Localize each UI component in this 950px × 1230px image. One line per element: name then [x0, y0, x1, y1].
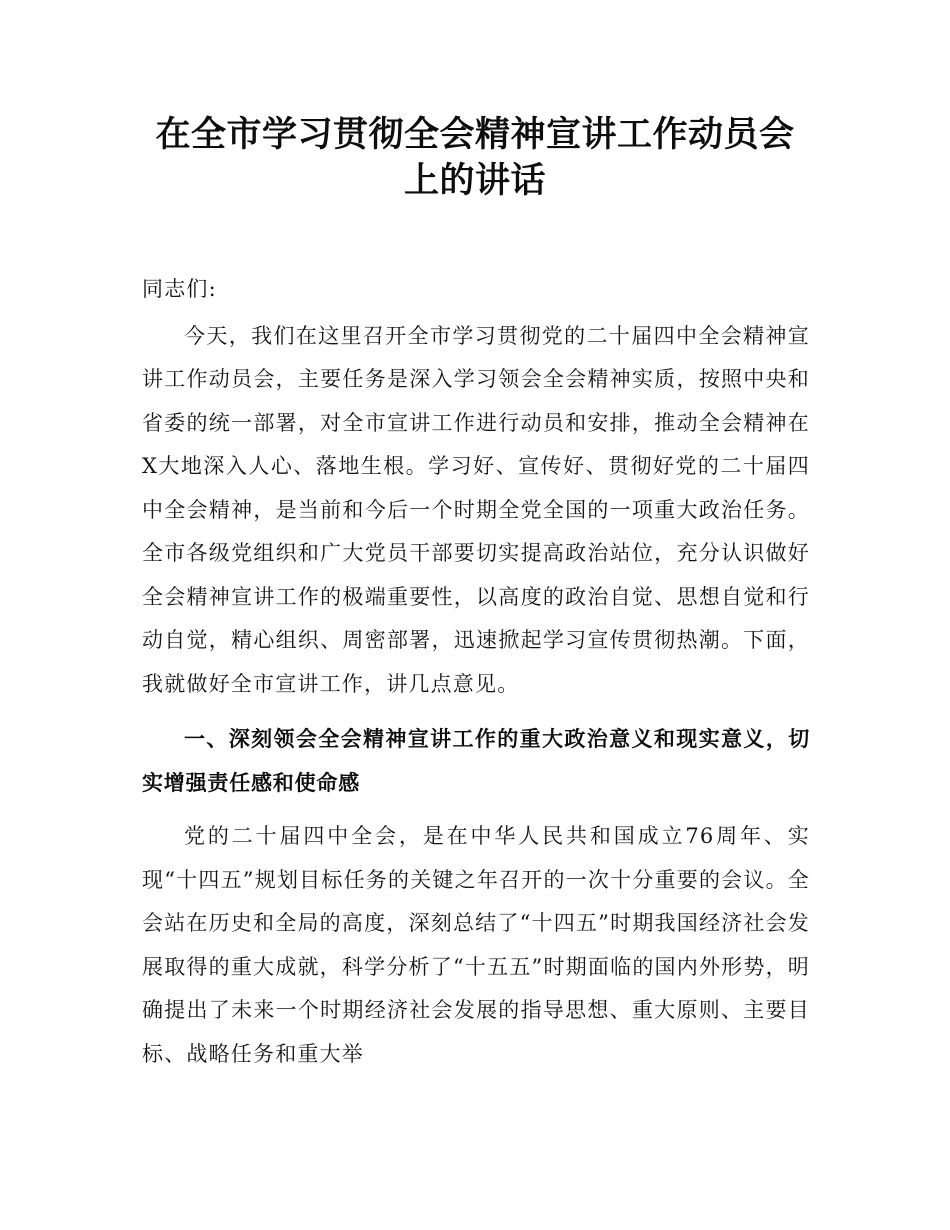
document-title: 在全市学习贯彻全会精神宣讲工作动员会上的讲话 [155, 114, 795, 201]
opening-paragraph: 今天，我们在这里召开全市学习贯彻党的二十届四中全会精神宣讲工作动员会，主要任务是深入学习领会全会精神实质，按照中央和省委的统一部署，对全市宣讲工作进行动员和安排，推动全会精神在X大地深入人心、落地生根。学习好、宣传好、贯彻好党的二十届四中全会精神，是当前和今后一个时期全党全国的一项重大政治任务。全市各级党组织和广大党员干部要切实提高政治站位，充分认识做好全会精神宣讲工作的极端重要性，以高度的政治自觉、思想自觉和行动自觉，精心组织、周密部署，迅速掀起学习宣传贯彻热潮。下面，我就做好全市宣讲工作，讲几点意见。 [142, 323, 810, 696]
section-1-paragraph: 党的二十届四中全会，是在中华人民共和国成立76周年、实现“十四五”规划目标任务的关键之年召开的一次十分重要的会议。全会站在历史和全局的高度，深刻总结了“十四五”时期我国经济社会发展取得的重大成就，科学分析了“十五五”时期面临的国内外形势，明确提出了未来一个时期经济社会发展的指导思想、重大原则、主要目标、战略任务和重大举 [142, 824, 810, 1066]
salutation: 同志们: [142, 277, 217, 301]
document-body [142, 268, 810, 1076]
section-heading-1: 一、深刻领会全会精神宣讲工作的重大政治意义和现实意义，切实增强责任感和使命感 [142, 727, 810, 795]
